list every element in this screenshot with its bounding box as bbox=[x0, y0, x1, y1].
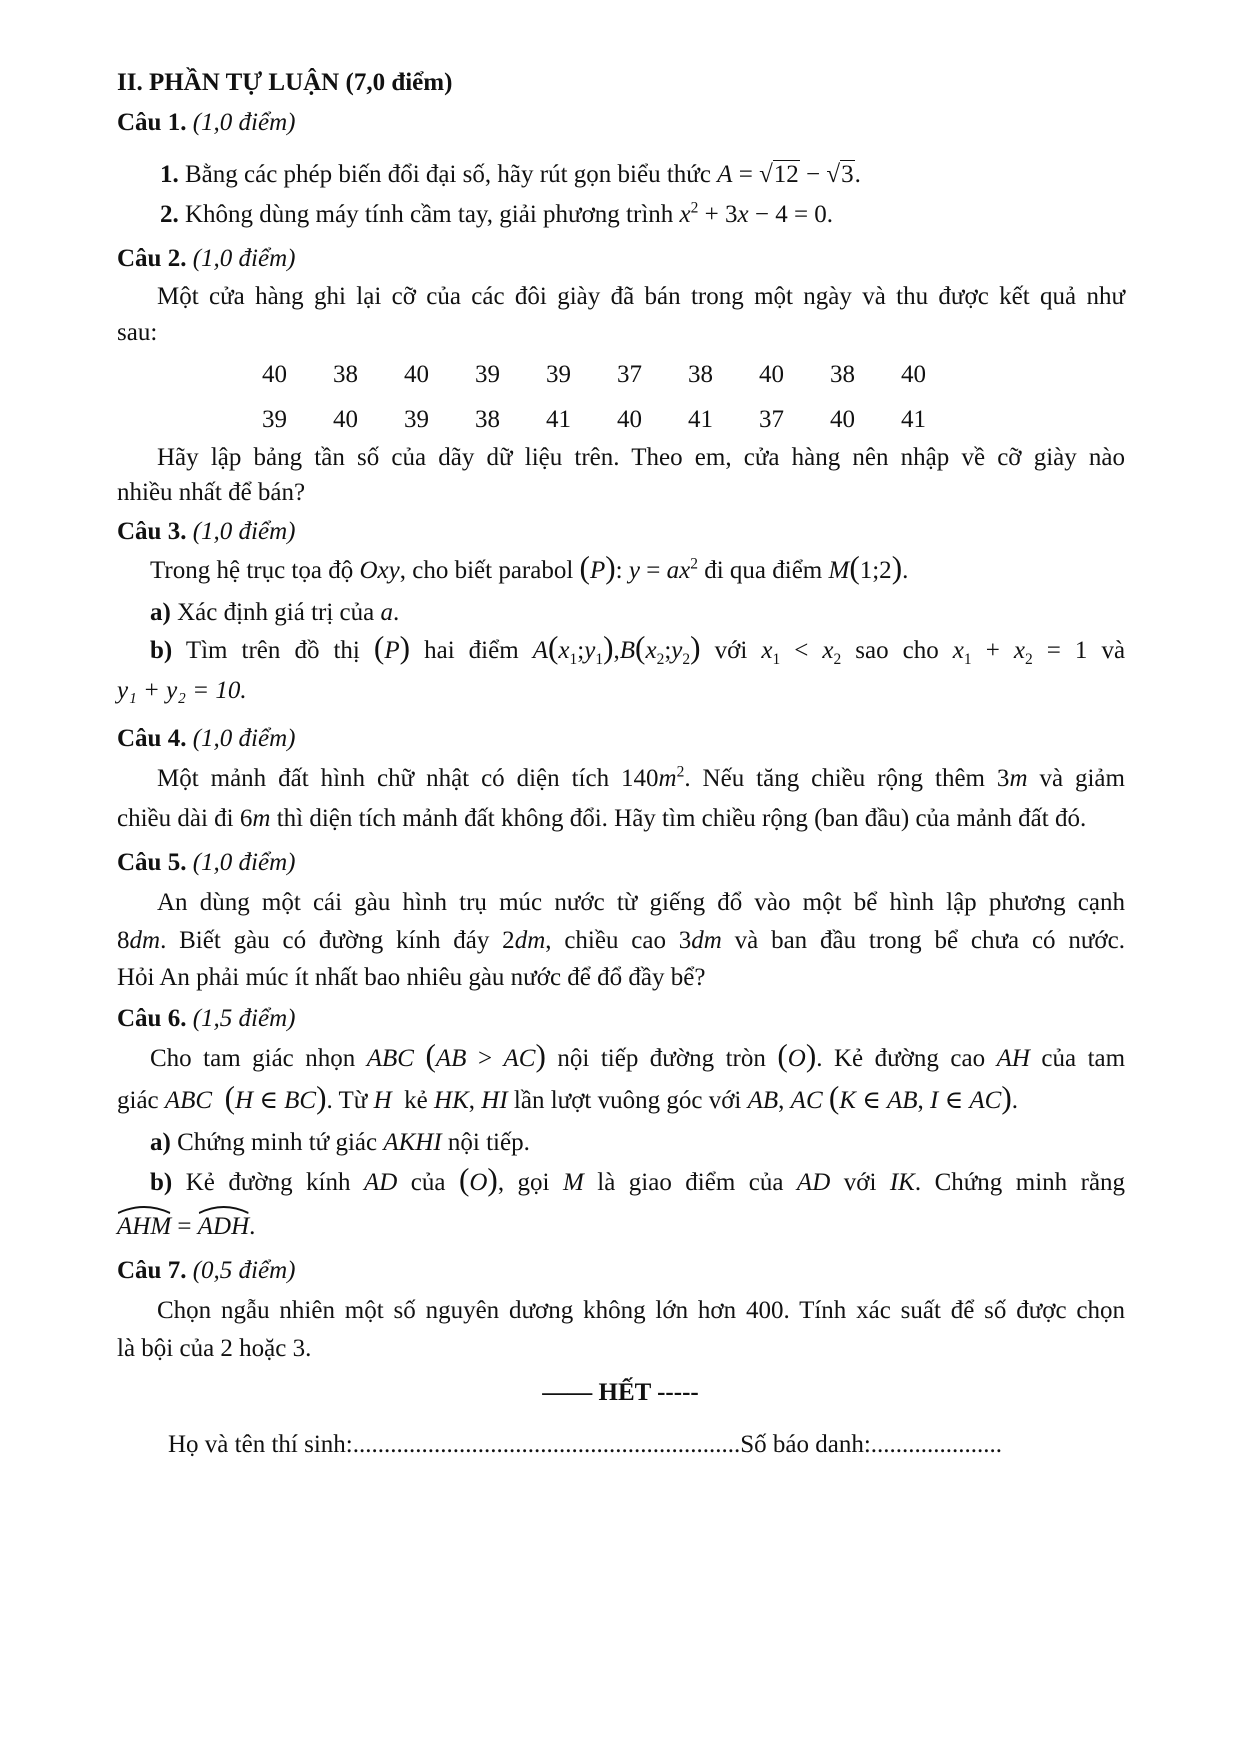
arc-adh: ADH bbox=[198, 1212, 249, 1242]
question-3-part-a: a) Xác định giá trị của a. bbox=[150, 599, 400, 626]
data-cell: 39 bbox=[475, 361, 500, 388]
data-cell: 37 bbox=[617, 361, 642, 388]
id-dots: ..................... bbox=[870, 1431, 1003, 1458]
data-cell: 40 bbox=[617, 406, 642, 433]
question-7-points: (0,5 điểm) bbox=[192, 1257, 296, 1284]
data-cell: 40 bbox=[333, 406, 358, 433]
question-4-header bbox=[117, 724, 295, 754]
question-7-header bbox=[117, 1256, 295, 1286]
question-5-label: Câu 5. bbox=[117, 849, 187, 876]
data-cell: 40 bbox=[404, 361, 429, 388]
data-cell: 39 bbox=[546, 361, 571, 388]
end-mark: —— HẾT ----- bbox=[542, 1379, 699, 1406]
question-6-line-1: Cho tam giác nhọn ABC (AB > AC) nội tiếp đường tròn (O). Kẻ đường cao AH của tam bbox=[150, 1038, 1126, 1073]
sqrt-12: √12 bbox=[759, 161, 799, 188]
question-2-task-line-1: Hãy lập bảng tần số của dãy dữ liệu trên. Theo em, cửa hàng nên nhập về cỡ giày nào bbox=[157, 444, 1125, 471]
question-3-label: Câu 3. bbox=[117, 518, 187, 545]
data-cell: 40 bbox=[901, 361, 926, 388]
section-title: II. PHẦN TỰ LUẬN (7,0 điểm) bbox=[117, 69, 453, 96]
data-cell: 41 bbox=[688, 406, 713, 433]
question-6-part-a: a) Chứng minh tứ giác AKHI nội tiếp. bbox=[150, 1129, 530, 1156]
question-4-line-1: Một mảnh đất hình chữ nhật có diện tích $140m^2$. Nếu tăng chiều rộng thêm 3m và giảm bbox=[157, 763, 1125, 792]
name-dots: .............................................................. bbox=[352, 1431, 741, 1458]
data-cell: 41 bbox=[901, 406, 926, 433]
data-cell: 39 bbox=[404, 406, 429, 433]
question-1-header bbox=[117, 108, 295, 138]
data-cell: 40 bbox=[262, 361, 287, 388]
question-2-points: (1,0 điểm) bbox=[192, 245, 296, 272]
data-cell: 40 bbox=[830, 406, 855, 433]
data-cell: 38 bbox=[475, 406, 500, 433]
sqrt-3: √3 bbox=[826, 161, 854, 188]
question-6-points: (1,5 điểm) bbox=[192, 1005, 296, 1032]
data-cell: 39 bbox=[262, 406, 287, 433]
question-2-task-line-2: nhiều nhất để bán? bbox=[117, 479, 306, 506]
question-5-line-3: Hỏi An phải múc ít nhất bao nhiêu gàu nước để đổ đầy bể? bbox=[117, 964, 706, 991]
data-row-1 bbox=[262, 360, 972, 390]
candidate-footer bbox=[168, 1430, 1002, 1460]
question-3-intro: Trong hệ trục tọa độ Oxy, cho biết parabol (P): $y = ax^2$ đi qua điểm M(1;2). bbox=[150, 550, 909, 585]
question-2-intro-line-1: Một cửa hàng ghi lại cỡ của các đôi giày đã bán trong một ngày và thu được kết quả như bbox=[157, 283, 1125, 310]
data-cell: 38 bbox=[333, 361, 358, 388]
question-5-line-2: 8dm. Biết gàu có đường kính đáy 2dm, chiều cao 3dm và ban đầu trong bể chưa có nước. bbox=[117, 927, 1125, 954]
data-cell: 40 bbox=[759, 361, 784, 388]
question-1-label: Câu 1. bbox=[117, 109, 187, 136]
name-label: Họ và tên thí sinh: bbox=[168, 1431, 353, 1458]
question-6-part-b: b) Kẻ đường kính AD của (O), gọi M là giao điểm của AD với IK. Chứng minh rằng bbox=[150, 1162, 1126, 1197]
data-cell: 38 bbox=[688, 361, 713, 388]
question-6-angle-equation: AHM = ADH. bbox=[117, 1212, 255, 1242]
arc-ahm: AHM bbox=[117, 1212, 171, 1242]
question-4-points: (1,0 điểm) bbox=[192, 725, 296, 752]
question-3-part-b-line-2: y₁ + y₂ = 10. bbox=[117, 677, 247, 704]
question-6-header bbox=[117, 1004, 295, 1034]
question-5-header bbox=[117, 848, 295, 878]
data-cell: 37 bbox=[759, 406, 784, 433]
question-5-points: (1,0 điểm) bbox=[192, 849, 296, 876]
data-cell: 38 bbox=[830, 361, 855, 388]
data-row-2 bbox=[262, 405, 972, 435]
question-5-line-1: An dùng một cái gàu hình trụ múc nước từ giếng đổ vào một bể hình lập phương cạnh bbox=[157, 889, 1125, 916]
data-cell: 41 bbox=[546, 406, 571, 433]
question-7-label: Câu 7. bbox=[117, 1257, 187, 1284]
question-3-header bbox=[117, 517, 295, 547]
question-6-label: Câu 6. bbox=[117, 1005, 187, 1032]
id-label: Số báo danh: bbox=[740, 1431, 871, 1458]
question-1-part-1: 1. Bằng các phép biến đổi đại số, hãy rút gọn biểu thức A = √12 − √3. bbox=[160, 161, 861, 188]
question-3-part-b: b) Tìm trên đồ thị (P) hai điểm $A(x_1;y_1),B(x_2;y_2)$ với $x_1 < x_2$ sao cho $x_1 + x_2 = 1$ và bbox=[150, 630, 1126, 668]
question-1-points: (1,0 điểm) bbox=[192, 109, 296, 136]
question-4-label: Câu 4. bbox=[117, 725, 187, 752]
question-4-line-2: chiều dài đi 6m thì diện tích mảnh đất không đổi. Hãy tìm chiều rộng (ban đầu) của mảnh đất đó. bbox=[117, 805, 1087, 832]
question-2-intro-line-2: sau: bbox=[117, 319, 158, 346]
question-7-line-1: Chọn ngẫu nhiên một số nguyên dương không lớn hơn 400. Tính xác suất để số được chọn bbox=[157, 1297, 1125, 1324]
question-2-label: Câu 2. bbox=[117, 245, 187, 272]
question-2-header bbox=[117, 244, 295, 274]
question-6-line-2: giác ABC (H ∈ BC). Từ H kẻ HK, HI lần lượt vuông góc với AB, AC (K ∈ AB, I ∈ AC). bbox=[117, 1080, 1019, 1115]
question-1-part-2: 2. Không dùng máy tính cầm tay, giải phương trình $x^2 + 3x - 4 = 0$. bbox=[160, 199, 834, 228]
question-7-line-2: là bội của 2 hoặc 3. bbox=[117, 1335, 312, 1362]
question-3-points: (1,0 điểm) bbox=[192, 518, 296, 545]
